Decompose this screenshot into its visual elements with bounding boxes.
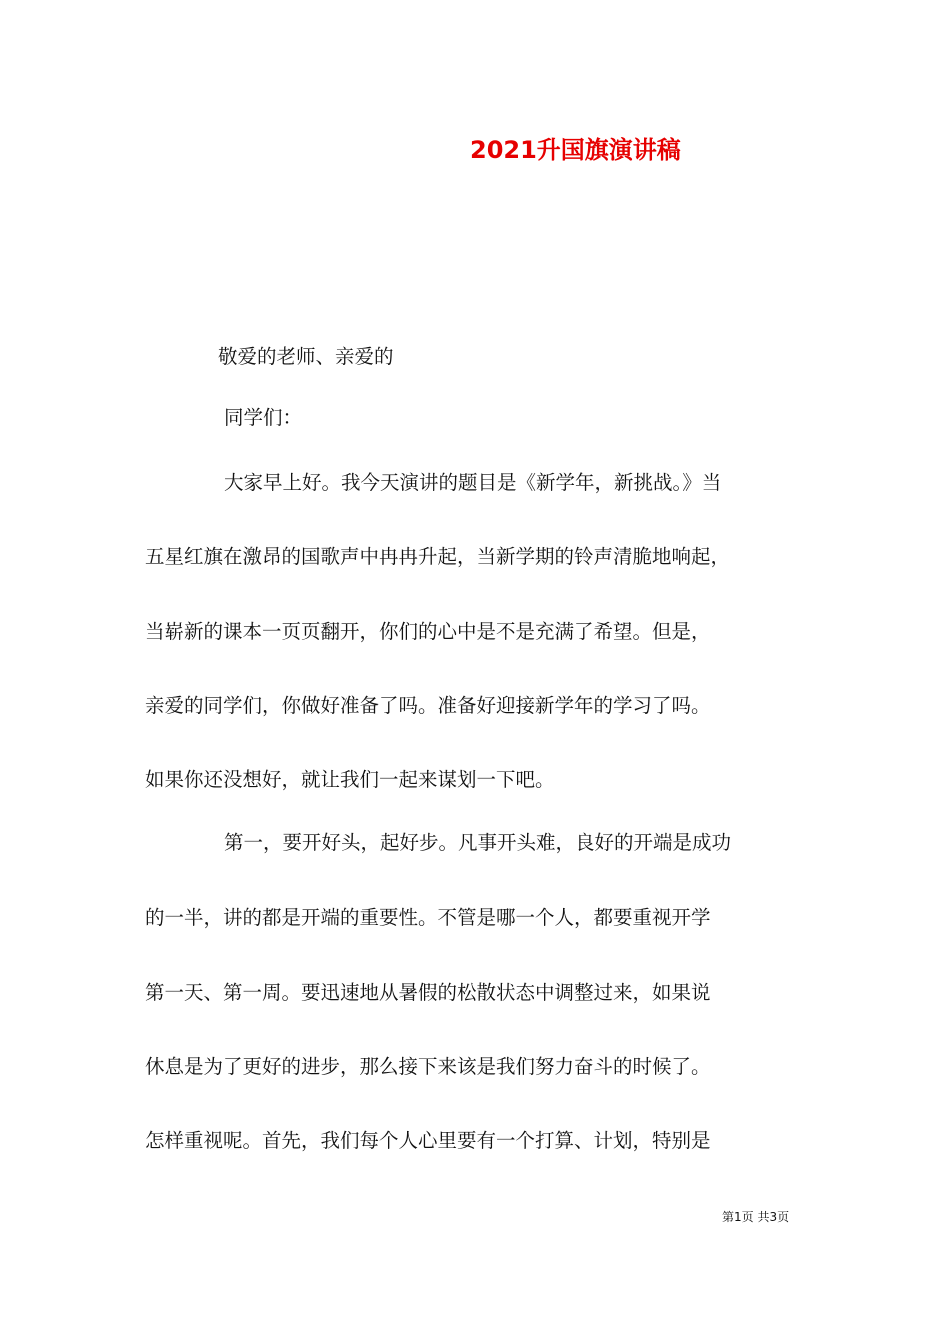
paragraph-line: 如果你还没想好，就让我们一起来谋划一下吧。 [145,768,555,791]
page-number-footer: 第1页 共3页 [722,1210,790,1224]
paragraph-line: 的一半，讲的都是开端的重要性。不管是哪一个人，都要重视开学 [145,906,711,929]
document-title: 2021升国旗演讲稿 [470,136,681,164]
paragraph-line: 休息是为了更好的进步，那么接下来该是我们努力奋斗的时候了。 [145,1055,711,1078]
paragraph-line: 大家早上好。我今天演讲的题目是《新学年，新挑战。》当 [224,471,722,494]
paragraph-line: 第一，要开好头，起好步。凡事开头难，良好的开端是成功 [224,831,732,854]
paragraph-line: 第一天、第一周。要迅速地从暑假的松散状态中调整过来，如果说 [145,981,711,1004]
paragraph-line: 怎样重视呢。首先，我们每个人心里要有一个打算、计划，特别是 [145,1129,711,1152]
paragraph-line: 同学们： [224,406,303,429]
paragraph-line: 亲爱的同学们，你做好准备了吗。准备好迎接新学年的学习了吗。 [145,694,711,717]
paragraph-line: 当崭新的课本一页页翻开，你们的心中是不是充满了希望。但是， [145,620,711,643]
paragraph-line: 敬爱的老师、亲爱的 [218,345,394,368]
paragraph-line: 五星红旗在激昂的国歌声中冉冉升起，当新学期的铃声清脆地响起， [145,545,731,568]
